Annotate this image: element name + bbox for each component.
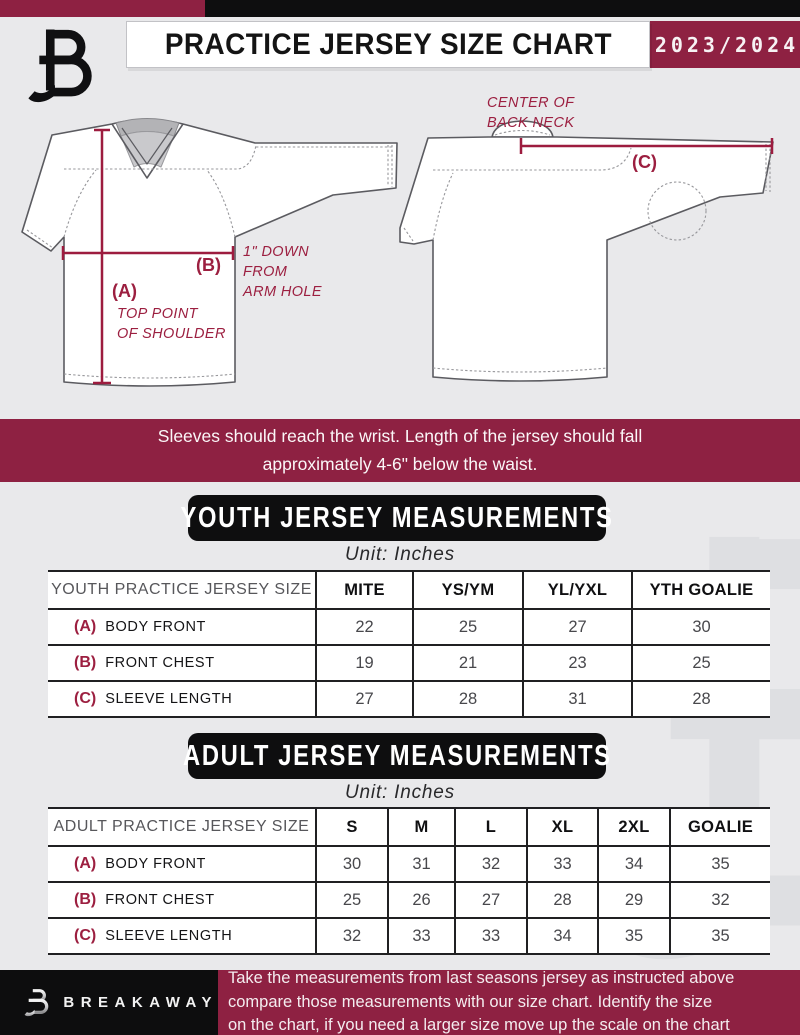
measurement-tag: (C) — [74, 690, 97, 707]
season-badge — [650, 21, 800, 68]
column-header-2xl: 2XL — [598, 808, 670, 846]
back-jersey-drawing — [400, 121, 773, 381]
table-row — [48, 882, 770, 918]
size-value-cell: 22 — [316, 609, 413, 645]
top-accent-strip — [0, 0, 800, 17]
size-value-cell: 27 — [523, 609, 632, 645]
footer-note-box — [218, 970, 800, 1035]
size-value-cell: 25 — [413, 609, 523, 645]
fit-notice-text: Sleeves should reach the wrist. Length of the jersey should fall approximately 4-6" below the waist. — [157, 426, 643, 474]
table-row — [48, 609, 770, 645]
size-value-cell: 28 — [413, 681, 523, 717]
size-value-cell: 30 — [316, 846, 388, 882]
measurement-tag: (A) — [74, 618, 97, 635]
adult-section-title: ADULT JERSEY MEASUREMENTS — [182, 739, 612, 772]
size-value-cell: 32 — [455, 846, 527, 882]
adult-unit-label: Unit: Inches — [345, 782, 455, 803]
size-value-cell: 28 — [527, 882, 598, 918]
size-value-cell: 29 — [598, 882, 670, 918]
brand-name: BREAKAWAY — [63, 994, 218, 1011]
size-value-cell: 27 — [455, 882, 527, 918]
row-label-body-front: (A) BODY FRONT — [48, 846, 316, 882]
youth-section-title: YOUTH JERSEY MEASUREMENTS — [180, 501, 614, 534]
column-header-yth-goalie: YTH GOALIE — [632, 571, 770, 609]
tag-b: (B) — [196, 255, 221, 275]
size-value-cell: 31 — [388, 846, 455, 882]
table-row — [48, 645, 770, 681]
size-value-cell: 27 — [316, 681, 413, 717]
tag-c: (C) — [632, 152, 657, 172]
measurement-tag: (B) — [74, 891, 97, 908]
measurement-tag: (C) — [74, 927, 97, 944]
row-label-front-chest: (B) FRONT CHEST — [48, 645, 316, 681]
size-value-cell: 33 — [455, 918, 527, 954]
table-row — [48, 681, 770, 717]
adult-size-table — [48, 807, 770, 955]
table-row — [48, 918, 770, 954]
page-title-box — [126, 21, 650, 68]
column-header-goalie: GOALIE — [670, 808, 770, 846]
table-row — [48, 846, 770, 882]
row-label-sleeve-length: (C) SLEEVE LENGTH — [48, 918, 316, 954]
size-value-cell: 35 — [670, 846, 770, 882]
column-header-ys-ym: YS/YM — [413, 571, 523, 609]
jersey-measurement-diagram — [0, 66, 800, 419]
youth-unit-label: Unit: Inches — [345, 544, 455, 565]
size-value-cell: 21 — [413, 645, 523, 681]
size-value-cell: 32 — [670, 882, 770, 918]
size-value-cell: 30 — [632, 609, 770, 645]
column-header-l: L — [455, 808, 527, 846]
size-value-cell: 19 — [316, 645, 413, 681]
column-header-yl-yxl: YL/YXL — [523, 571, 632, 609]
size-value-cell: 28 — [632, 681, 770, 717]
row-label-sleeve-length: (C) SLEEVE LENGTH — [48, 681, 316, 717]
measurement-tag: (B) — [74, 654, 97, 671]
adult-section-banner — [182, 733, 612, 779]
jersey-line-art — [0, 66, 800, 419]
size-value-cell: 25 — [632, 645, 770, 681]
size-value-cell: 35 — [598, 918, 670, 954]
top-strip-maroon — [0, 0, 205, 17]
label-top-point-of-shoulder: TOP POINT OF SHOULDER — [117, 306, 226, 342]
youth-table-corner-header: YOUTH PRACTICE JERSEY SIZE — [48, 571, 316, 609]
season-label: 2023/2024 — [654, 32, 800, 57]
adult-table-corner-header: ADULT PRACTICE JERSEY SIZE — [48, 808, 316, 846]
youth-header-row — [48, 571, 770, 609]
column-header-mite: MITE — [316, 571, 413, 609]
breakaway-b-logo-icon — [24, 24, 100, 110]
size-value-cell: 31 — [523, 681, 632, 717]
footer — [0, 970, 800, 1035]
size-value-cell: 35 — [670, 918, 770, 954]
label-down-from-armhole: 1" DOWN FROM ARM HOLE — [243, 244, 322, 300]
size-value-cell: 25 — [316, 882, 388, 918]
size-value-cell: 33 — [527, 846, 598, 882]
size-value-cell: 32 — [316, 918, 388, 954]
size-value-cell: 33 — [388, 918, 455, 954]
row-label-front-chest: (B) FRONT CHEST — [48, 882, 316, 918]
breakaway-b-logo-icon — [24, 981, 50, 1025]
size-value-cell: 34 — [527, 918, 598, 954]
tag-a: (A) — [112, 281, 137, 301]
row-label-body-front: (A) BODY FRONT — [48, 609, 316, 645]
page-title: PRACTICE JERSEY SIZE CHART — [164, 27, 612, 61]
column-header-xl: XL — [527, 808, 598, 846]
footer-brand-box — [0, 970, 218, 1035]
label-center-of-back-neck: CENTER OF BACK NECK — [487, 95, 575, 131]
size-value-cell: 34 — [598, 846, 670, 882]
fit-notice-banner — [0, 419, 800, 482]
top-strip-black — [205, 0, 800, 17]
column-header-s: S — [316, 808, 388, 846]
adult-header-row — [48, 808, 770, 846]
column-header-m: M — [388, 808, 455, 846]
footer-note-text: Take the measurements from last seasons jersey as instructed above compare those measurements with our size chart. Identify the size on the chart, if you need a larger size move up the scale on the chart — [228, 969, 735, 1035]
youth-size-table — [48, 570, 770, 718]
size-value-cell: 23 — [523, 645, 632, 681]
size-value-cell: 26 — [388, 882, 455, 918]
measurement-tag: (A) — [74, 855, 97, 872]
youth-section-banner — [180, 495, 614, 541]
